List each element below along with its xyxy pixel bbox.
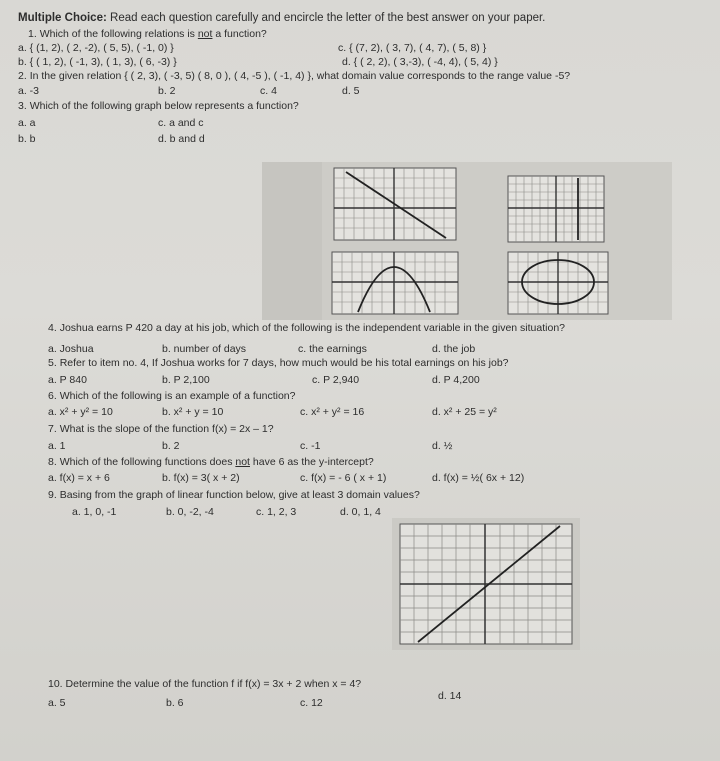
question-text: Joshua earns P 420 a day at his job, which of the following is the independent variable in the given situation? (59, 322, 565, 334)
graph-b (508, 176, 604, 242)
question-text: Which of the following graph below represents a function? (29, 100, 299, 112)
choice-d: d. 5 (342, 85, 360, 97)
choice-a: a. f(x) = x + 6 (48, 472, 110, 484)
choice-b: b. 2 (158, 85, 176, 97)
question-text: a function? (212, 28, 267, 40)
question-text: Refer to item no. 4, If Joshua works for 7 days, how much would be his total earnings on his job? (59, 357, 509, 369)
graph-c (332, 252, 458, 314)
choice-c: c. { (7, 2), ( 3, 7), ( 4, 7), ( 5, 8) } (338, 42, 487, 54)
header-title: Multiple Choice (18, 12, 103, 24)
question-9-graph (392, 518, 580, 650)
question-text: What is the slope of the function f(x) = 2x – 1? (59, 423, 274, 435)
choice-b: b. P 2,100 (162, 374, 210, 386)
question-emphasis: not (197, 28, 213, 40)
choice-b: b. x² + y = 10 (162, 406, 224, 418)
question-text: Which of the following is an example of a function? (59, 390, 296, 402)
question-text: In the given relation { ( 2, 3), ( -3, 5) ( 8, 0 ), ( 4, -5 ), ( -1, 4) }, what domain value corresponds to the range value -5? (29, 70, 571, 82)
question-text: Basing from the graph of linear function below, give at least 3 domain values? (59, 489, 420, 501)
question-number: 4. (48, 322, 57, 334)
page-header: Multiple Choice: Read each question carefully and encircle the letter of the best answer on your paper. (18, 12, 546, 24)
choice-b: b. { ( 1, 2), ( -1, 3), ( 1, 3), ( 6, -3) } (18, 56, 177, 68)
header-instructions: Read each question carefully and encircle the letter of the best answer on your paper. (110, 12, 546, 24)
question-emphasis: not (235, 456, 250, 468)
question-number: 1. (28, 28, 37, 40)
question-number: 8. (48, 456, 57, 468)
choice-b: b. number of days (162, 343, 247, 355)
choice-d: d. f(x) = ½( 6x + 12) (432, 472, 525, 484)
choice-a: a. a (18, 117, 36, 129)
choice-b: b. 2 (162, 440, 180, 452)
choice-c: c. a and c (158, 117, 204, 129)
question-text: Which of the following functions does (59, 456, 236, 468)
choice-a: a. -3 (18, 85, 40, 97)
choice-d: d. 14 (438, 690, 462, 702)
question-3-graphs (262, 162, 672, 320)
choice-a: a. Joshua (48, 343, 94, 355)
question-text: Which of the following relations is (39, 28, 198, 40)
choice-a: a. 1 (48, 440, 66, 452)
graphs-figure (262, 162, 672, 320)
question-text: Determine the value of the function f if f(x) = 3x + 2 when x = 4? (65, 678, 362, 690)
choice-b: b. 0, -2, -4 (166, 506, 214, 518)
question-number: 9. (48, 489, 57, 501)
choice-a: a. x² + y² = 10 (48, 406, 113, 418)
question-number: 2. (18, 70, 27, 82)
choice-b: b. 6 (166, 697, 184, 709)
choice-c: c. 4 (260, 85, 277, 97)
choice-c: c. -1 (300, 440, 321, 452)
choice-d: d. the job (432, 343, 476, 355)
question-number: 5. (48, 357, 57, 369)
choice-a: a. 1, 0, -1 (72, 506, 117, 518)
choice-b: b. f(x) = 3( x + 2) (162, 472, 240, 484)
choice-c: c. f(x) = - 6 ( x + 1) (300, 472, 387, 484)
choice-c: c. P 2,940 (312, 374, 360, 386)
choice-a: a. P 840 (48, 374, 87, 386)
choice-b: b. b (18, 133, 36, 145)
choice-d: d. ½ (432, 440, 453, 452)
choice-d: d. x² + 25 = y² (432, 406, 497, 418)
choice-c: c. the earnings (298, 343, 367, 355)
graph-d (508, 252, 608, 314)
choice-d: d. P 4,200 (432, 374, 480, 386)
choice-a: a. { (1, 2), ( 2, -2), ( 5, 5), ( -1, 0) } (18, 42, 174, 54)
question-number: 10. (48, 678, 63, 690)
question-number: 3. (18, 100, 27, 112)
choice-c: c. x² + y² = 16 (300, 406, 365, 418)
choice-d: d. b and d (158, 133, 205, 145)
choice-c: c. 1, 2, 3 (256, 506, 297, 518)
question-number: 7. (48, 423, 57, 435)
choice-d: d. { ( 2, 2), ( 3,-3), ( -4, 4), ( 5, 4) } (342, 56, 498, 68)
choice-a: a. 5 (48, 697, 66, 709)
choice-c: c. 12 (300, 697, 323, 709)
linear-function-graph (392, 518, 580, 650)
question-text: have 6 as the y-intercept? (249, 456, 374, 468)
graph-a (334, 168, 456, 240)
choice-d: d. 0, 1, 4 (340, 506, 381, 518)
question-number: 6. (48, 390, 57, 402)
